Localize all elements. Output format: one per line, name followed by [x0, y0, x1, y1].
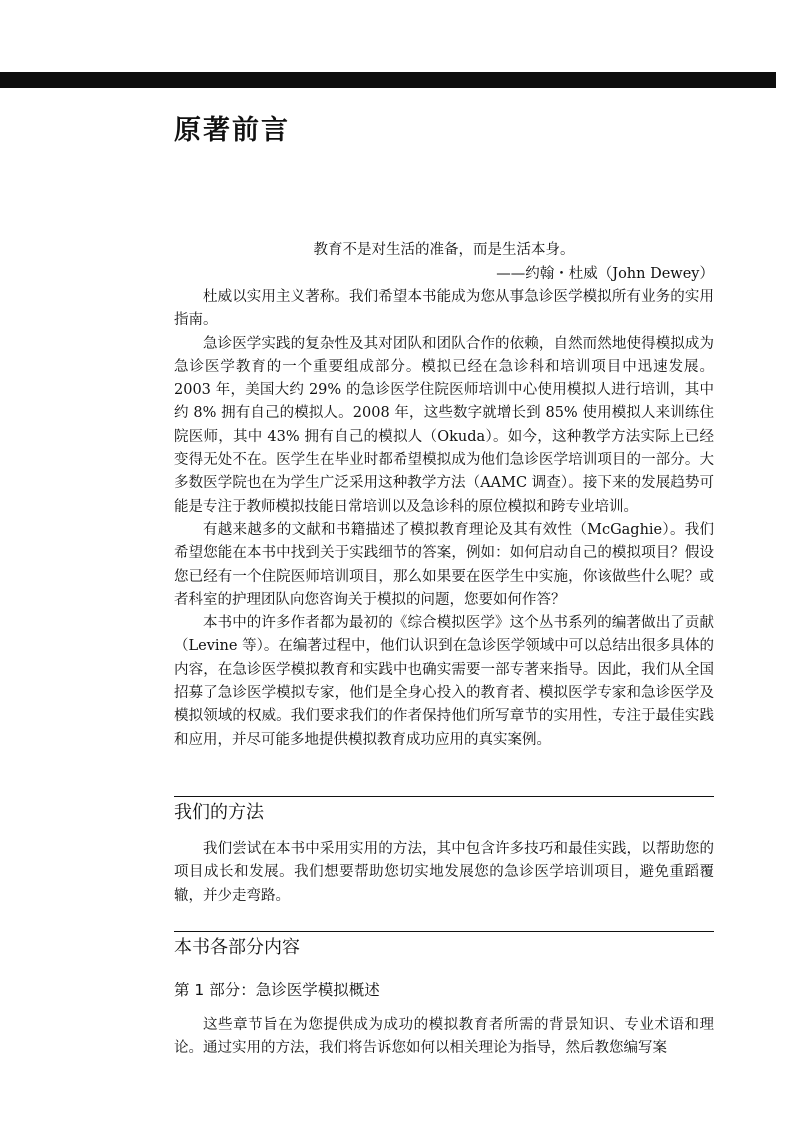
epigraph-quote: 教育不是对生活的准备，而是生活本身。: [313, 242, 575, 258]
section-divider: [174, 796, 714, 797]
page-title: 原著前言: [174, 115, 290, 146]
section-heading-contents: 本书各部分内容: [174, 937, 300, 958]
intro-paragraph: 本书中的许多作者都为最初的《综合模拟医学》这个丛书系列的编著做出了贡献（Levine 等）。在编著过程中，他们认识到在急诊医学领域中可以总结出很多具体的内容，在急诊医学模拟教育和实践中也确实需要一部专著来指导。因此，我们从全国招募了急诊医学模拟专家，他们是全身心投入的教育者、模拟医学专家和急诊医学及模拟领域的权威。我们要求我们的作者保持他们所写章节的实用性，专注于最佳实践和应用，并尽可能多地提供模拟教育成功应用的真实案例。: [174, 615, 714, 748]
part1-paragraph: 这些章节旨在为您提供成为成功的模拟教育者所需的背景知识、专业术语和理论。通过实用的方法，我们将告诉您如何以相关理论为指导，然后教您编写案: [174, 1017, 714, 1057]
subheading-part1: 第 1 部分：急诊医学模拟概述: [174, 981, 380, 999]
methods-text: [174, 838, 714, 908]
intro-paragraph: 有越来越多的文献和书籍描述了模拟教育理论及其有效性（McGaghie）。我们希望您能在本书中找到关于实践细节的答案，例如：如何启动自己的模拟项目？假设您已经有一个住院医师培训项目，那么如果要在医学生中实施，你该做些什么呢？或者科室的护理团队向您咨询关于模拟的问题，您要如何作答？: [174, 521, 714, 608]
intro-text: [174, 286, 714, 752]
section-heading-methods: 我们的方法: [174, 802, 264, 823]
epigraph-attribution: ——约翰・杜威（John Dewey）: [496, 266, 714, 282]
part1-text: [174, 1014, 714, 1131]
intro-paragraph: 急诊医学实践的复杂性及其对团队和团队合作的依赖，自然而然地使得模拟成为急诊医学教育的一个重要组成部分。模拟已经在急诊科和培训项目中迅速发展。2003 年，美国大约 29% 的急诊医学住院医师培训中心使用模拟人进行培训，其中约 8% 拥有自己的模拟人。2008 年，这些数字就增长到 85% 使用模拟人来训练住院医师，其中 43% 拥有自己的模拟人（Okuda）。如今，这种教学方法实际上已经变得无处不在。医学生在毕业时都希望模拟成为他们急诊医学培训项目的一部分。大多数医学院也在为学生广泛采用这种教学方法（AAMC 调查）。接下来的发展趋势可能是专注于教师模拟技能日常培训以及急诊科的原位模拟和跨专业培训。: [174, 335, 714, 515]
methods-paragraph: 我们尝试在本书中采用实用的方法，其中包含许多技巧和最佳实践，以帮助您的项目成长和发展。我们想要帮助您切实地发展您的急诊医学培训项目，避免重蹈覆辙，并少走弯路。: [174, 841, 714, 904]
header-rule-bar: [0, 72, 776, 88]
section-divider: [174, 931, 714, 932]
intro-paragraph: 杜威以实用主义著称。我们希望本书能成为您从事急诊医学模拟所有业务的实用指南。: [174, 289, 714, 329]
